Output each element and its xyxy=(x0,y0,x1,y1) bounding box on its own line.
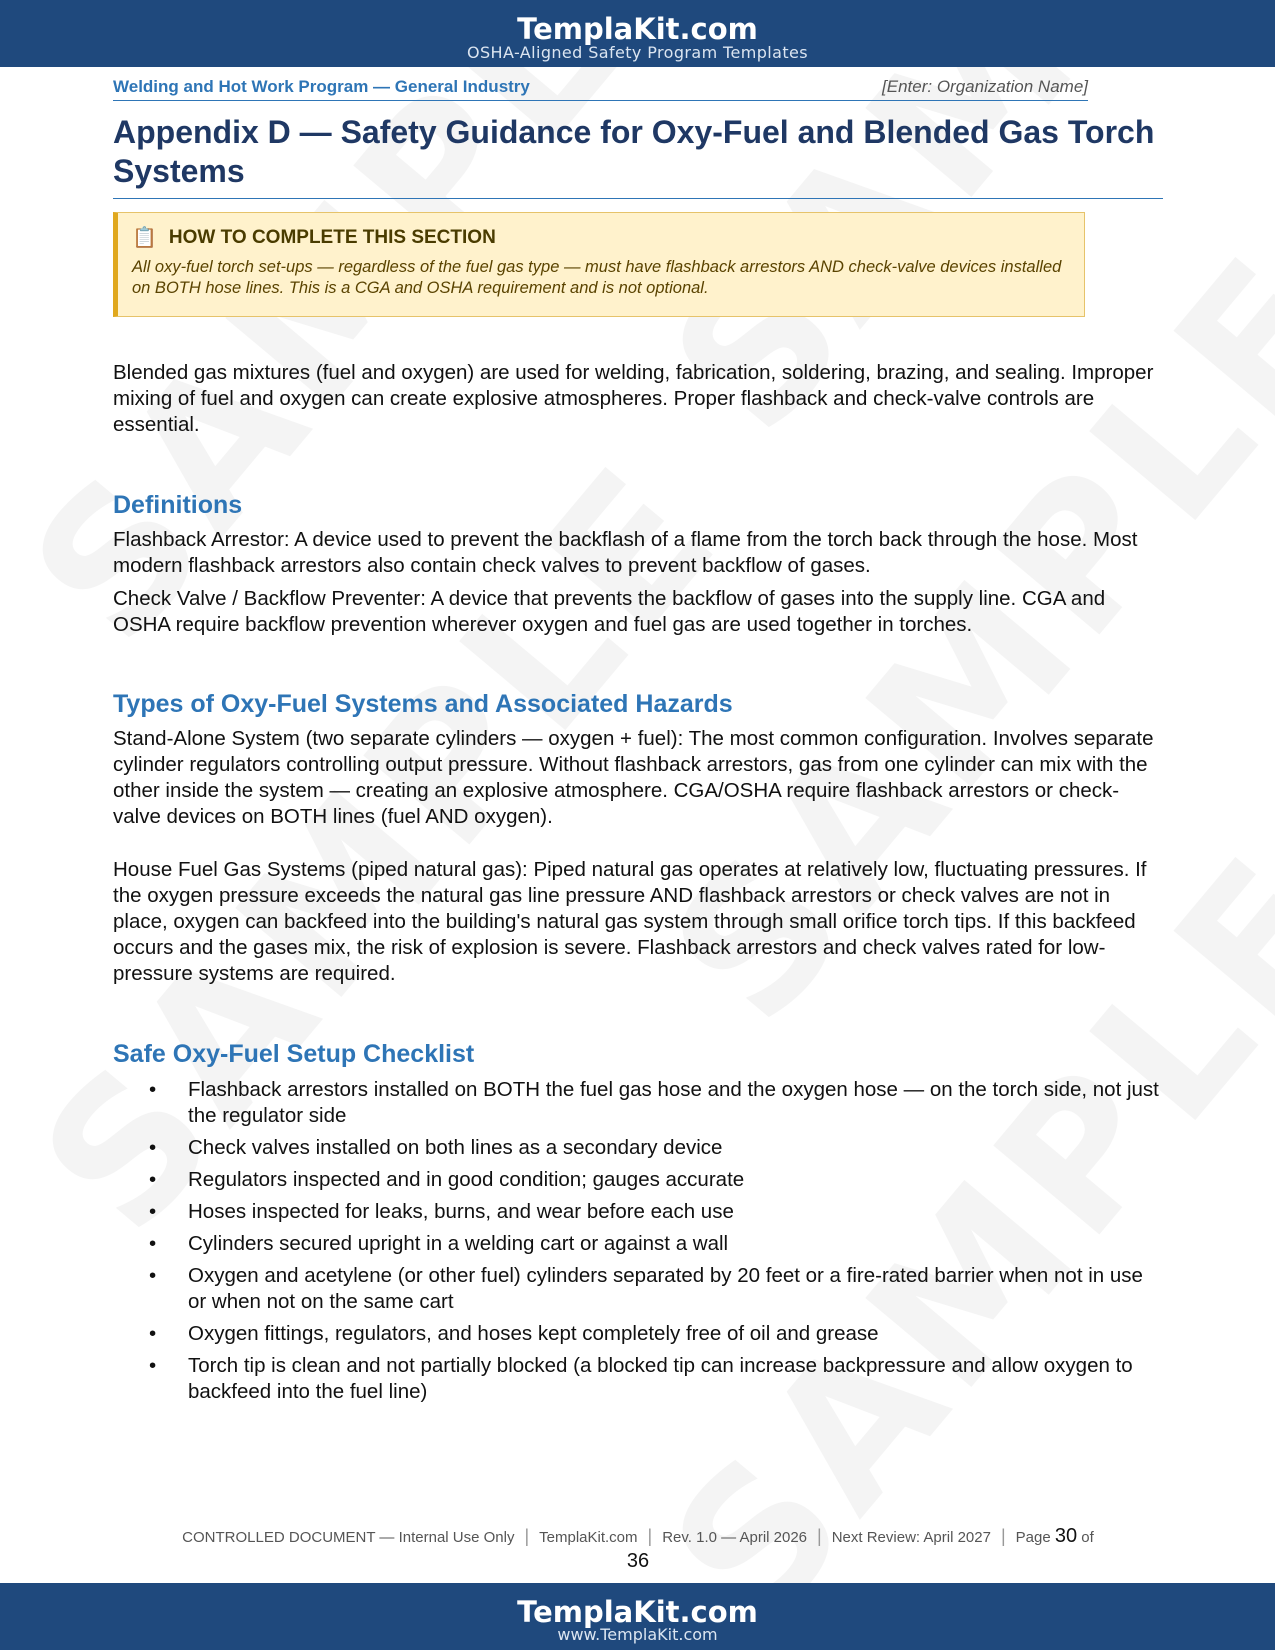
type-stand-alone-system: Stand-Alone System (two separate cylinders — oxygen + fuel): The most common configuration. Involves separate cylinder regulators controlling output pressure. Without flashback arrestors, gas from one cylinder can mix with the other inside the system — creating an explosive atmosphere. CGA/OSHA require flashback arrestors or check-valve devices on BOTH lines (fuel AND oxygen). xyxy=(113,727,1154,828)
checklist-item-text: Oxygen and acetylene (or other fuel) cylinders separated by 20 feet or a fire-rated barrier when not in use or when not on the same cart xyxy=(188,1264,1143,1313)
footer-site: TemplaKit.com xyxy=(539,1529,638,1546)
checklist-item-text: Hoses inspected for leaks, burns, and wear before each use xyxy=(188,1200,734,1223)
checklist-item-text: Cylinders secured upright in a welding cart or against a wall xyxy=(188,1232,729,1255)
bullet: • xyxy=(149,1136,157,1159)
page-title: Appendix D — Safety Guidance for Oxy-Fuel and Blended Gas Torch Systems xyxy=(113,113,1163,199)
intro-paragraph: Blended gas mixtures (fuel and oxygen) are used for welding, fabrication, soldering, brazing, and sealing. Improper mixing of fuel and oxygen can create explosive atmospheres. Proper flashback and check-valve controls are essential. xyxy=(113,361,1154,436)
footer-separator: | xyxy=(647,1526,653,1546)
checklist-item-text: Oxygen fittings, regulators, and hoses kept completely free of oil and grease xyxy=(188,1322,879,1345)
setup-checklist xyxy=(113,1077,1163,1405)
running-header xyxy=(113,67,1088,101)
top-brand-banner xyxy=(0,0,1275,67)
bottom-brand-banner xyxy=(0,1583,1275,1650)
clipboard-icon: 📋 xyxy=(132,227,157,249)
checklist-item xyxy=(113,1077,1163,1129)
checklist-item xyxy=(113,1135,1163,1161)
bullet: • xyxy=(149,1322,157,1345)
revision-label: Rev. 1.0 — April 2026 xyxy=(662,1529,808,1546)
definition-check-valve: Check Valve / Backflow Preventer: A device that prevents the backflow of gases into the supply line. CGA and OSHA require backflow prevention wherever oxygen and fuel gas are used together in torches. xyxy=(113,587,1106,636)
definition-flashback-arrestor: Flashback Arrestor: A device used to prevent the backflash of a flame from the torch back through the hose. Most modern flashback arrestors also contain check valves to prevent backflow of gases. xyxy=(113,528,1138,577)
footer-separator: | xyxy=(1000,1526,1006,1546)
checklist-item xyxy=(113,1353,1163,1405)
definitions-heading: Definitions xyxy=(113,491,243,519)
next-review-label: Next Review: April 2027 xyxy=(831,1529,991,1546)
organization-name-placeholder[interactable]: [Enter: Organization Name] xyxy=(882,77,1088,96)
page-total: 36 xyxy=(626,1550,650,1572)
bullet: • xyxy=(149,1354,157,1377)
checklist-heading: Safe Oxy-Fuel Setup Checklist xyxy=(113,1040,475,1068)
checklist-item xyxy=(113,1167,1163,1193)
checklist-item-text: Check valves installed on both lines as a secondary device xyxy=(188,1136,723,1159)
callout-heading: HOW TO COMPLETE THIS SECTION xyxy=(168,227,496,248)
website-link[interactable]: www.TemplaKit.com xyxy=(557,1625,718,1644)
bullet: • xyxy=(149,1232,157,1255)
footer-brand-logo-text: TemplaKit.com xyxy=(517,1595,758,1629)
bullet: • xyxy=(149,1078,157,1101)
bullet: • xyxy=(149,1264,157,1287)
footer-separator: | xyxy=(524,1526,530,1546)
document-footer xyxy=(113,1525,1163,1573)
instructions-callout xyxy=(113,212,1085,317)
program-name: Welding and Hot Work Program — General Industry xyxy=(113,77,530,96)
checklist-item-text: Regulators inspected and in good condition; gauges accurate xyxy=(188,1168,745,1191)
checklist-item xyxy=(113,1263,1163,1315)
callout-text: All oxy-fuel torch set-ups — regardless of the fuel gas type — must have flashback arrestors AND check-valve devices installed on BOTH hose lines. This is a CGA and OSHA requirement and is not optional. xyxy=(132,258,1062,297)
document-body xyxy=(113,67,1163,1411)
callout-heading-row xyxy=(132,227,1070,249)
bullet: • xyxy=(149,1200,157,1223)
page-number: 30 xyxy=(1054,1525,1078,1547)
brand-logo-text: TemplaKit.com xyxy=(517,12,758,46)
brand-tagline: OSHA-Aligned Safety Program Templates xyxy=(466,43,809,62)
bullet: • xyxy=(149,1168,157,1191)
page-of-label: of xyxy=(1081,1529,1094,1546)
checklist-item xyxy=(113,1231,1163,1257)
types-heading: Types of Oxy-Fuel Systems and Associated Hazards xyxy=(113,690,733,718)
checklist-item xyxy=(113,1199,1163,1225)
footer-separator: | xyxy=(817,1526,822,1546)
page-label: Page xyxy=(1015,1529,1051,1546)
controlled-document-notice: CONTROLLED DOCUMENT — Internal Use Only xyxy=(182,1529,515,1546)
checklist-item-text: Torch tip is clean and not partially blocked (a blocked tip can increase backpressure and allow oxygen to backfeed into the fuel line) xyxy=(188,1354,1133,1403)
type-house-fuel-gas-system: House Fuel Gas Systems (piped natural gas): Piped natural gas operates at relatively low, fluctuating pressures. If the oxygen pressure exceeds the natural gas line pressure AND flashback arrestors or check valves are not in place, oxygen can backfeed into the building's natural gas system through small orifice torch tips. If this backfeed occurs and the gases mix, the risk of explosion is severe. Flashback arrestors and check valves rated for low-pressure systems are required. xyxy=(113,858,1147,985)
checklist-item xyxy=(113,1321,1163,1347)
checklist-item-text: Flashback arrestors installed on BOTH the fuel gas hose and the oxygen hose — on the torch side, not just the regulator side xyxy=(188,1078,1159,1127)
